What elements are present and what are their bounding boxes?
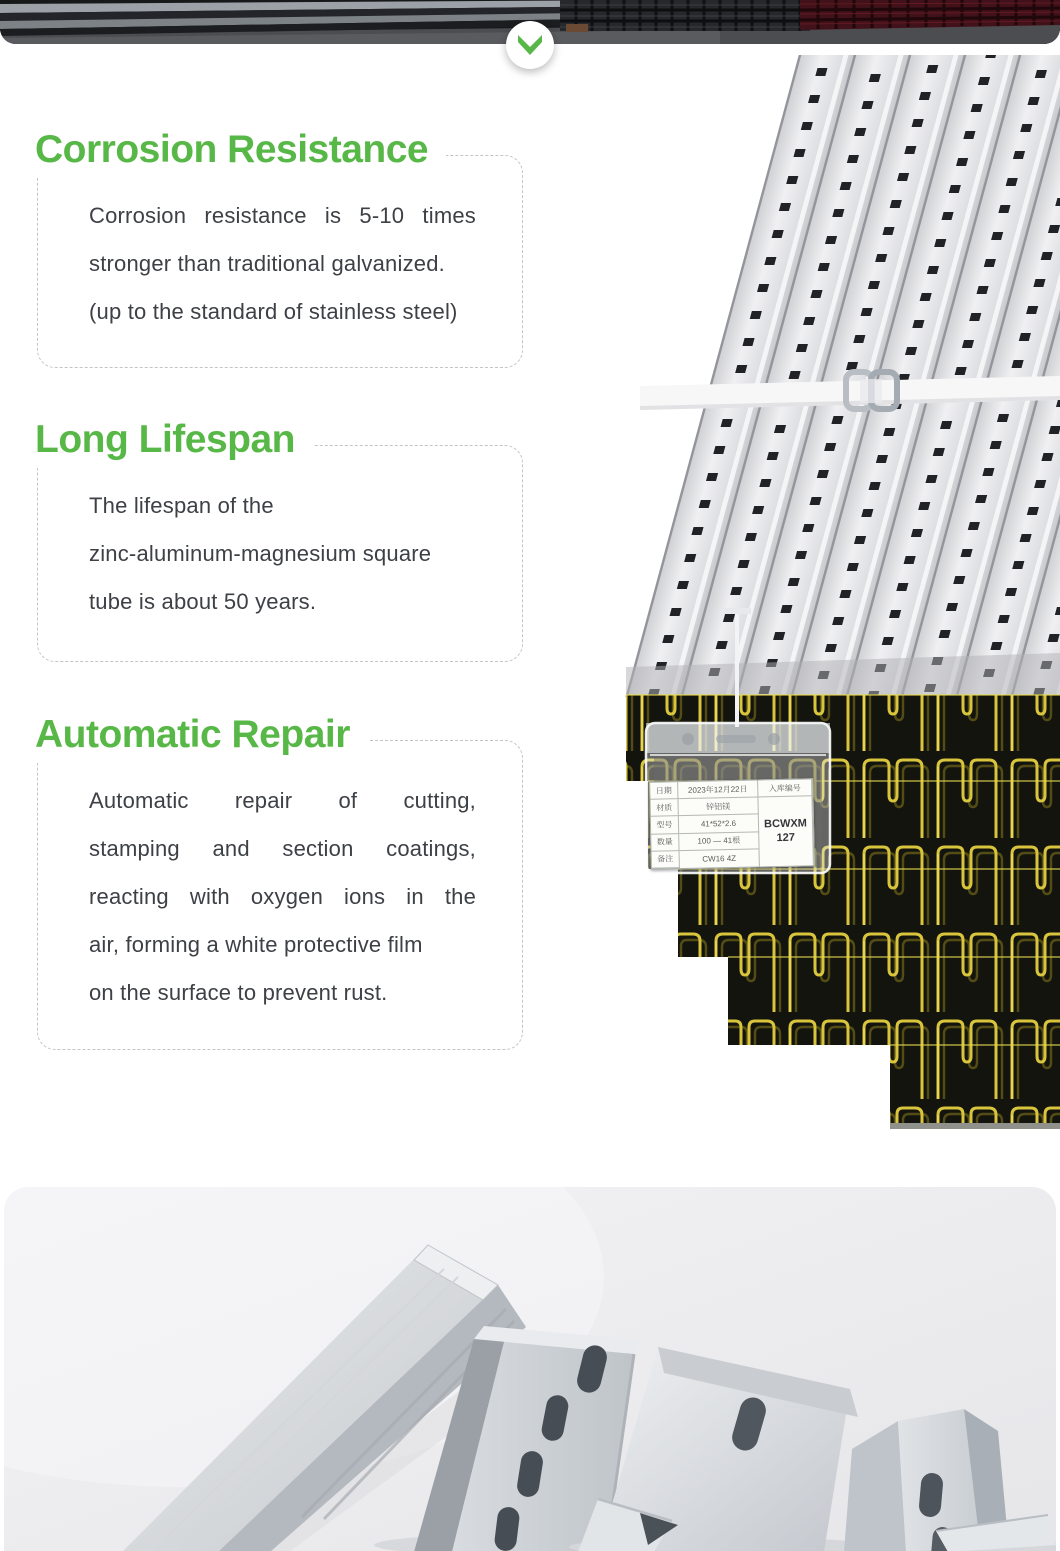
red-tube-ends (800, 0, 1060, 30)
feature-section-corrosion (35, 128, 523, 368)
tag-code-text: BCWXM (764, 817, 808, 831)
scroll-down-cue (506, 21, 554, 69)
tag-row-label: 备注 (652, 851, 680, 869)
tag-row-label: 材质 (650, 799, 678, 817)
slotted-channels (627, 55, 1060, 697)
tag-code (758, 796, 813, 866)
tag-row-label: 型号 (651, 817, 679, 835)
section-title: Corrosion Resistance (35, 128, 446, 178)
tag-row-value: 100 — 41根 (679, 832, 759, 851)
feature-section-repair (35, 713, 523, 1050)
feature-box (37, 155, 523, 368)
tag-row-value: 2023年12月22日 (678, 780, 758, 799)
feature-text-line: stronger than traditional galvanized. (89, 251, 445, 276)
tag-row-value: CW16 4Z (680, 849, 760, 868)
tag-row-value: 41*52*2.6 (679, 815, 759, 834)
feature-text-line: stamping and section coatings, (89, 836, 476, 861)
feature-text-line: The lifespan of the (89, 493, 274, 518)
warehouse-tag-label (649, 778, 815, 869)
feature-text-line: on the surface to prevent rust. (89, 980, 388, 1005)
feature-box (37, 445, 523, 662)
brackets-photo-image (4, 1187, 1056, 1551)
tag-code-number: 127 (776, 831, 796, 844)
tag-right-header: 入库编号 (758, 779, 812, 797)
feature-section-lifespan (35, 418, 523, 662)
section-title: Automatic Repair (35, 713, 368, 763)
feature-box (37, 740, 523, 1050)
feature-text-line: (up to the standard of stainless steel) (89, 299, 458, 324)
feature-text-line: zinc-aluminum-magnesium square (89, 541, 432, 566)
feature-text-line: Corrosion resistance is 5-10 times (89, 203, 476, 228)
feature-text-line: reacting with oxygen ions in the (89, 884, 476, 909)
gray-tube-ends (560, 0, 810, 32)
brackets-photo (4, 1187, 1056, 1551)
section-title: Long Lifespan (35, 418, 313, 468)
tag-row-label: 日期 (650, 782, 678, 800)
tag-row-value: 锌铝镁 (678, 798, 758, 817)
tag-row-label: 数量 (651, 834, 679, 852)
feature-text-line: tube is about 50 years. (89, 589, 317, 614)
strut-bundle-photo (560, 55, 1060, 1130)
feature-text-line: Automatic repair of cutting, (89, 788, 476, 813)
feature-text-line: air, forming a white protective film (89, 932, 423, 957)
chevron-down-icon (515, 34, 545, 56)
